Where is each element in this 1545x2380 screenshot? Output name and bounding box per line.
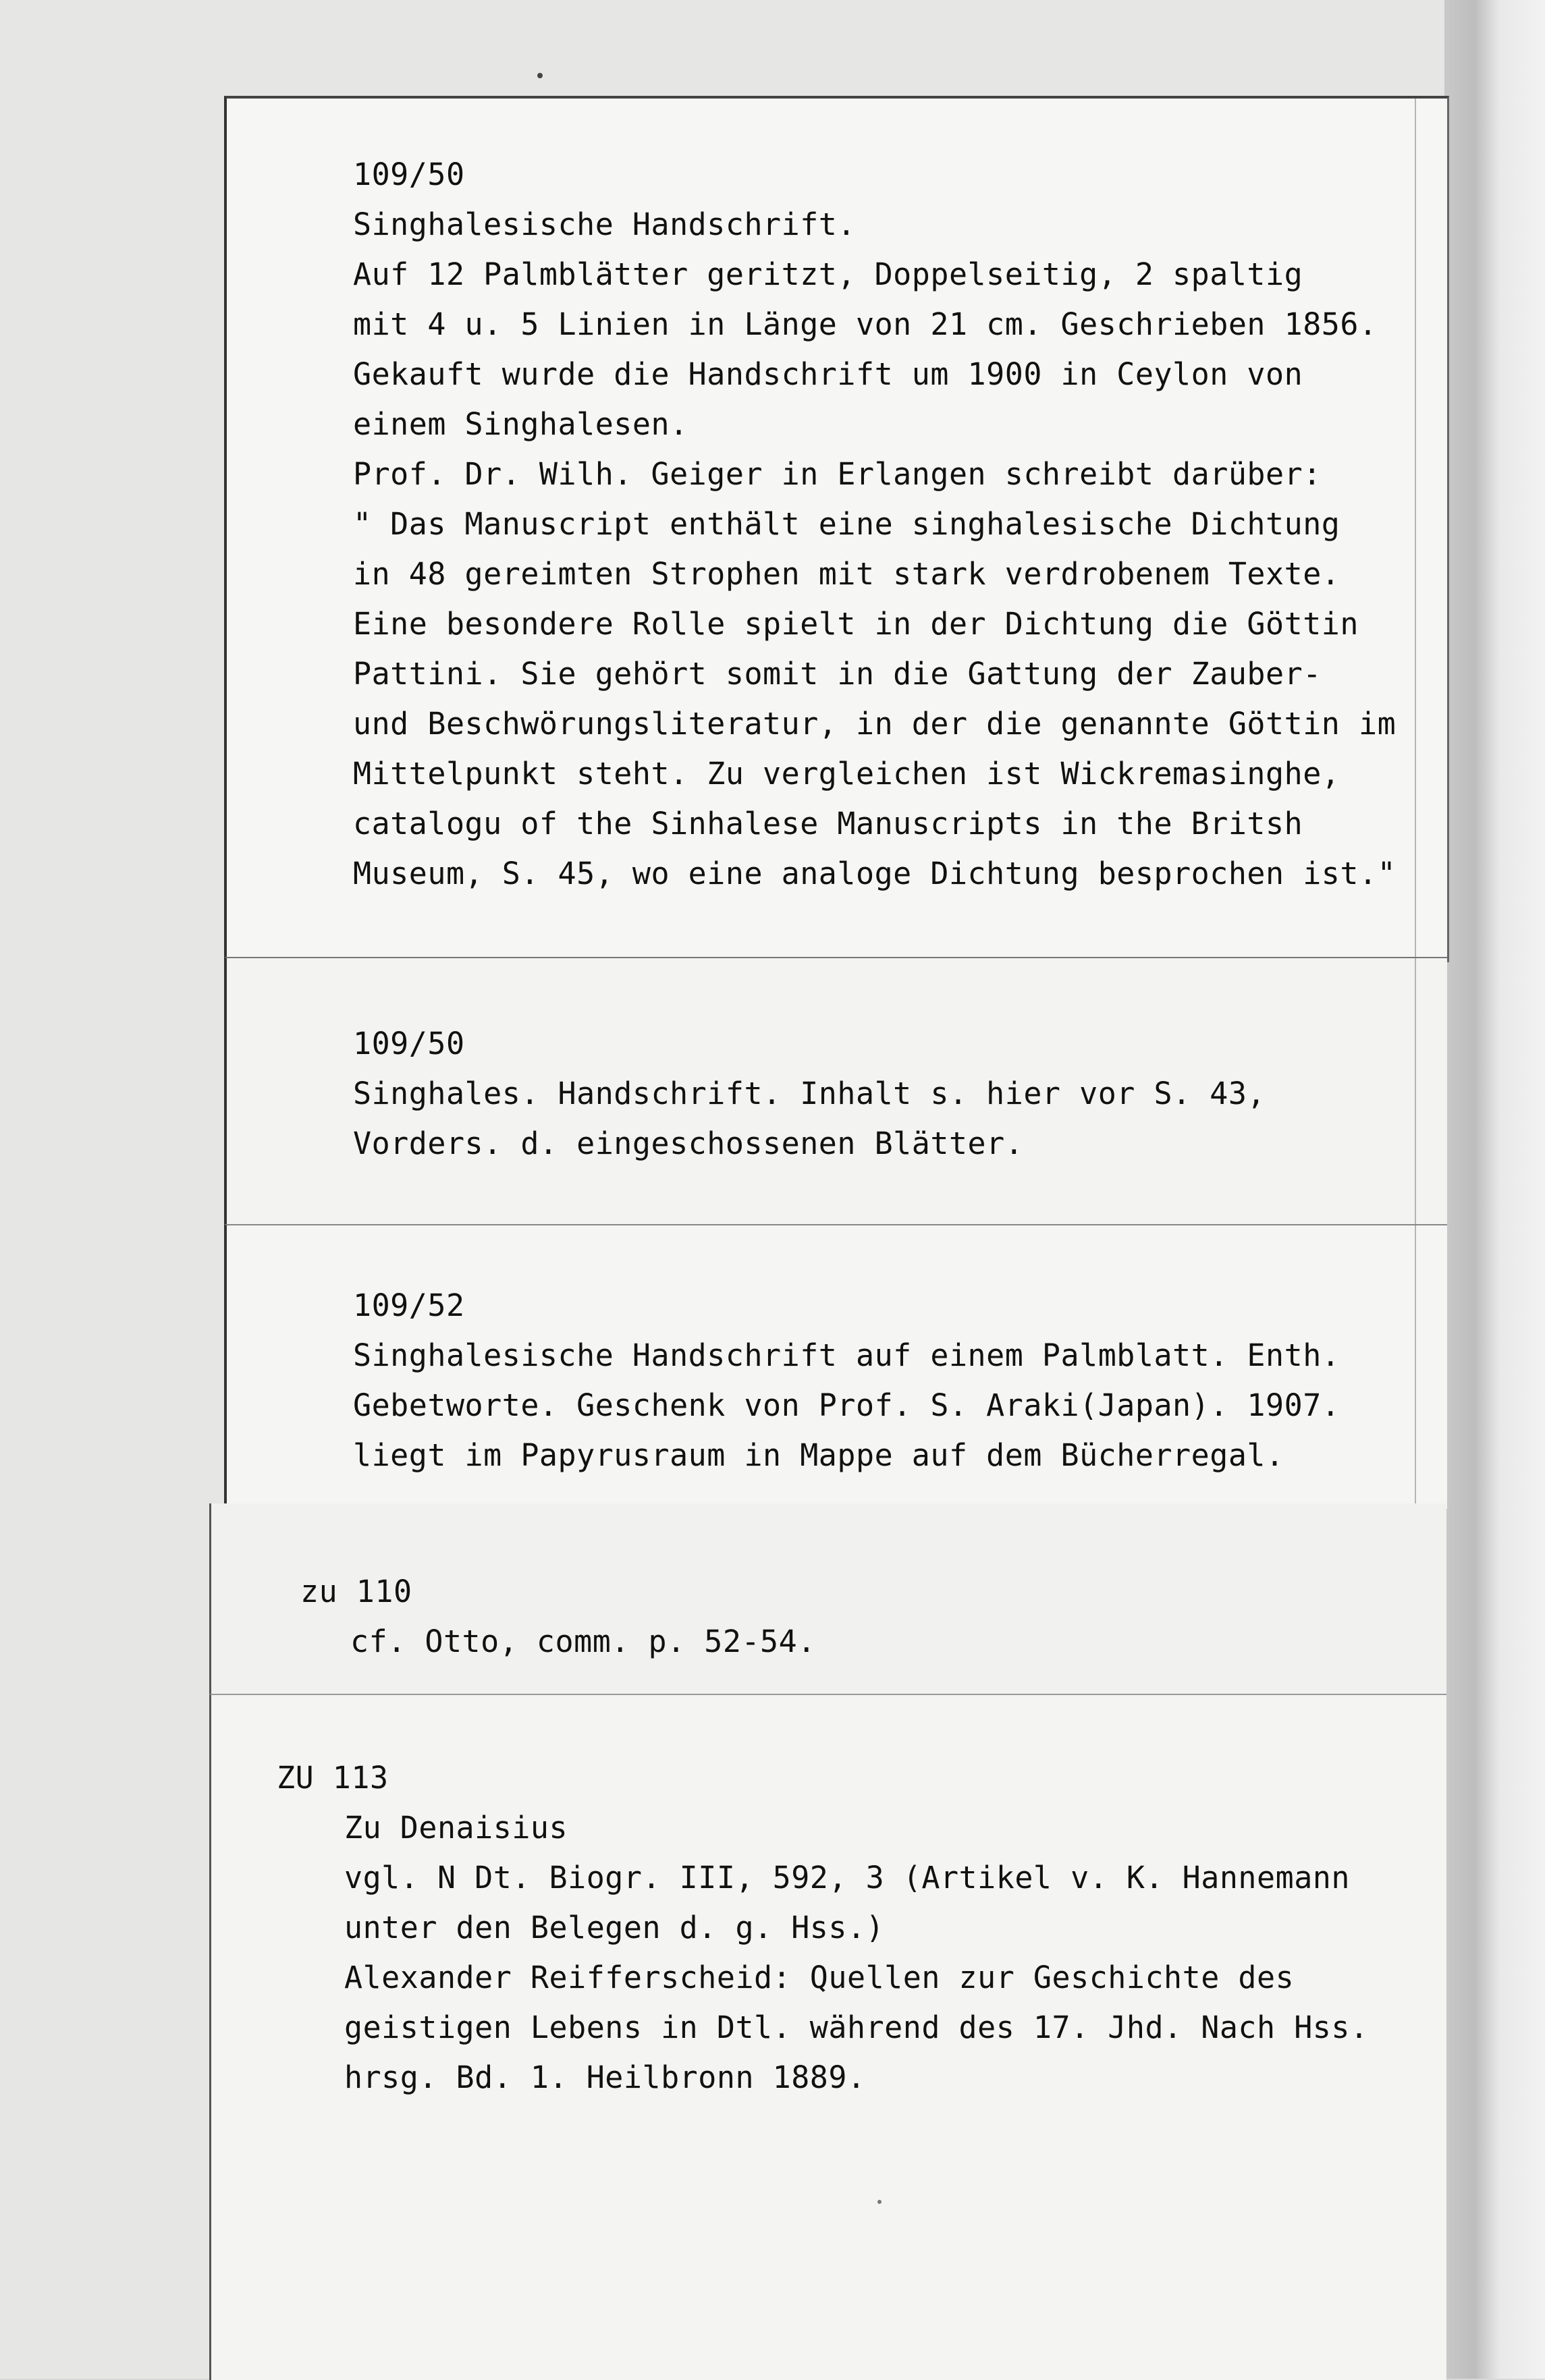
entry-line: vgl. N Dt. Biogr. III, 592, 3 (Artikel v. K. Hannemann — [344, 1860, 1350, 1895]
entry-line: Vorders. d. eingeschossenen Blätter. — [353, 1126, 1024, 1161]
entry-line: Eine besondere Rolle spielt in der Dichtung die Göttin — [353, 606, 1359, 642]
entry-line: Museum, S. 45, wo eine analoge Dichtung besprochen ist." — [353, 856, 1397, 891]
entry-109-52 — [353, 1281, 1340, 1480]
entry-line: Auf 12 Palmblätter geritzt, Doppelseitig, 2 spaltig — [353, 256, 1303, 292]
entry-line: geistigen Lebens in Dtl. während des 17. Jhd. Nach Hss. — [344, 2010, 1369, 2045]
page-edge — [1444, 0, 1545, 2379]
entry-line: in 48 gereimten Strophen mit stark verdrobenem Texte. — [353, 556, 1340, 592]
entry-line: Zu Denaisius — [344, 1810, 568, 1846]
entry-number: 109/52 — [353, 1288, 465, 1323]
entry-109-50-a — [353, 150, 1396, 899]
ink-speck — [877, 2200, 882, 2204]
entry-line: Singhalesische Handschrift auf einem Palmblatt. Enth. — [353, 1337, 1340, 1373]
entry-line: und Beschwörungsliteratur, in der die genannte Göttin im — [353, 706, 1397, 742]
entry-line: mit 4 u. 5 Linien in Länge von 21 cm. Geschrieben 1856. — [353, 306, 1378, 342]
entry-line: einem Singhalesen. — [353, 406, 688, 442]
entry-109-50-b — [353, 1019, 1266, 1169]
entry-line: Mittelpunkt steht. Zu vergleichen ist Wickremasinghe, — [353, 756, 1340, 792]
entry-line: Gebetworte. Geschenk von Prof. S. Araki(Japan). 1907. — [353, 1387, 1340, 1423]
entry-line: unter den Belegen d. g. Hss.) — [344, 1910, 885, 1945]
fold-line — [1415, 1225, 1416, 1509]
entry-line: hrsg. Bd. 1. Heilbronn 1889. — [344, 2059, 866, 2095]
entry-line: catalogu of the Sinhalese Manuscripts in the Britsh — [353, 806, 1303, 841]
entry-line: Gekauft wurde die Handschrift um 1900 in Ceylon von — [353, 356, 1303, 392]
entry-number: 109/50 — [353, 157, 465, 192]
fold-line — [1415, 99, 1416, 962]
entry-line: " Das Manuscript enthält eine singhalesische Dichtung — [353, 506, 1340, 542]
entry-zu-113 — [277, 1753, 1369, 2103]
ink-speck — [537, 73, 543, 78]
entry-line: Alexander Reifferscheid: Quellen zur Geschichte des — [344, 1960, 1295, 1995]
entry-line: Singhalesische Handschrift. — [353, 206, 856, 242]
entry-line: Prof. Dr. Wilh. Geiger in Erlangen schreibt darüber: — [353, 456, 1322, 492]
entry-number: 109/50 — [353, 1026, 465, 1061]
fold-line — [1415, 958, 1416, 1227]
entry-line: liegt im Papyrusraum in Mappe auf dem Bücherregal. — [353, 1437, 1284, 1473]
entry-number: ZU 113 — [277, 1760, 389, 1796]
entry-line: cf. Otto, comm. p. 52-54. — [350, 1624, 816, 1659]
entry-line: Pattini. Sie gehört somit in die Gattung der Zauber- — [353, 656, 1322, 692]
entry-zu-110 — [300, 1567, 816, 1667]
entry-line: Singhales. Handschrift. Inhalt s. hier vor S. 43, — [353, 1076, 1266, 1111]
entry-number: zu 110 — [300, 1574, 412, 1609]
